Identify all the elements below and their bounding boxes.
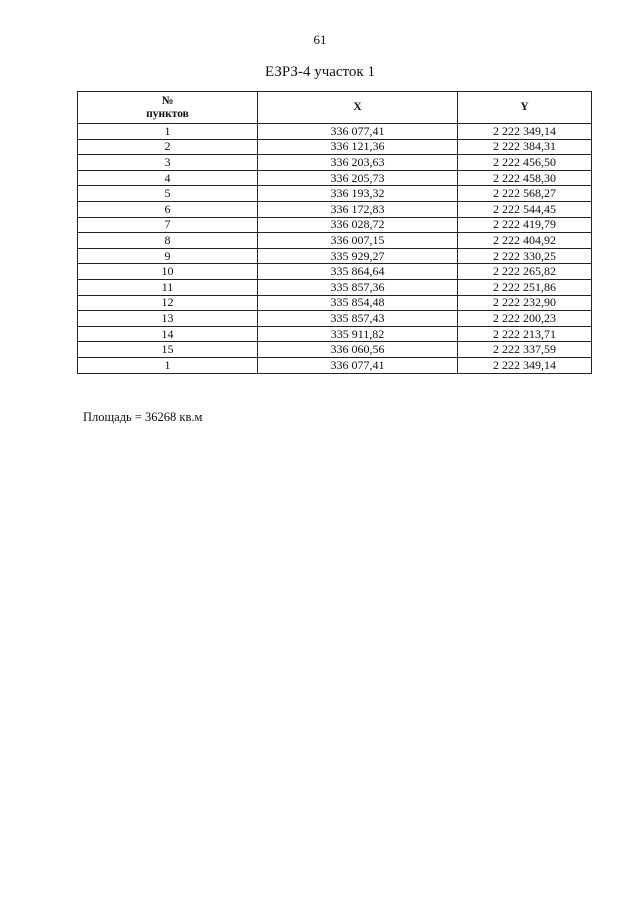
cell-point-number: 15 — [78, 342, 258, 358]
table-row — [78, 201, 592, 217]
cell-point-number: 4 — [78, 170, 258, 186]
cell-y: 2 222 419,79 — [458, 217, 592, 233]
cell-y: 2 222 232,90 — [458, 295, 592, 311]
cell-y: 2 222 456,50 — [458, 155, 592, 171]
cell-x: 336 193,32 — [258, 186, 458, 202]
header-y: Y — [458, 92, 592, 124]
cell-point-number: 3 — [78, 155, 258, 171]
table-row — [78, 311, 592, 327]
table-row — [78, 170, 592, 186]
area-note: Площадь = 36268 кв.м — [83, 410, 203, 424]
table-row — [78, 139, 592, 155]
cell-y: 2 222 349,14 — [458, 357, 592, 373]
page-number: 61 — [313, 32, 327, 47]
cell-x: 335 929,27 — [258, 248, 458, 264]
cell-x: 336 203,63 — [258, 155, 458, 171]
cell-y: 2 222 384,31 — [458, 139, 592, 155]
cell-x: 336 060,56 — [258, 342, 458, 358]
cell-point-number: 9 — [78, 248, 258, 264]
table-row — [78, 248, 592, 264]
cell-x: 336 077,41 — [258, 357, 458, 373]
cell-point-number: 10 — [78, 264, 258, 280]
cell-y: 2 222 330,25 — [458, 248, 592, 264]
table-row — [78, 264, 592, 280]
cell-x: 336 007,15 — [258, 233, 458, 249]
header-number-sign: № — [161, 94, 174, 107]
cell-y: 2 222 213,71 — [458, 326, 592, 342]
cell-y: 2 222 200,23 — [458, 311, 592, 327]
cell-x: 335 864,64 — [258, 264, 458, 280]
cell-point-number: 12 — [78, 295, 258, 311]
table-row — [78, 279, 592, 295]
cell-point-number: 5 — [78, 186, 258, 202]
cell-x: 335 857,36 — [258, 279, 458, 295]
cell-point-number: 1 — [78, 124, 258, 140]
header-x: X — [258, 92, 458, 124]
cell-point-number: 7 — [78, 217, 258, 233]
cell-point-number: 8 — [78, 233, 258, 249]
document-title: ЕЗРЗ-4 участок 1 — [265, 64, 375, 80]
table-row — [78, 326, 592, 342]
cell-point-number: 11 — [78, 279, 258, 295]
cell-x: 335 854,48 — [258, 295, 458, 311]
cell-x: 335 857,43 — [258, 311, 458, 327]
cell-point-number: 13 — [78, 311, 258, 327]
cell-point-number: 14 — [78, 326, 258, 342]
cell-y: 2 222 544,45 — [458, 201, 592, 217]
table-body — [78, 124, 592, 374]
header-point-number — [78, 92, 258, 124]
table-row — [78, 155, 592, 171]
table-row — [78, 217, 592, 233]
cell-y: 2 222 404,92 — [458, 233, 592, 249]
table-row — [78, 124, 592, 140]
coordinates-table — [77, 91, 592, 374]
table-row — [78, 233, 592, 249]
cell-y: 2 222 458,30 — [458, 170, 592, 186]
table-row — [78, 186, 592, 202]
cell-x: 336 121,36 — [258, 139, 458, 155]
table-header-row — [78, 92, 592, 124]
table-row — [78, 342, 592, 358]
cell-x: 336 077,41 — [258, 124, 458, 140]
cell-point-number: 6 — [78, 201, 258, 217]
cell-point-number: 2 — [78, 139, 258, 155]
cell-y: 2 222 265,82 — [458, 264, 592, 280]
table-row — [78, 295, 592, 311]
cell-point-number: 1 — [78, 357, 258, 373]
cell-x: 336 172,83 — [258, 201, 458, 217]
cell-y: 2 222 251,86 — [458, 279, 592, 295]
cell-x: 336 205,73 — [258, 170, 458, 186]
header-points-label: пунктов — [146, 107, 189, 120]
cell-y: 2 222 337,59 — [458, 342, 592, 358]
cell-x: 336 028,72 — [258, 217, 458, 233]
table-row — [78, 357, 592, 373]
cell-y: 2 222 568,27 — [458, 186, 592, 202]
cell-y: 2 222 349,14 — [458, 124, 592, 140]
cell-x: 335 911,82 — [258, 326, 458, 342]
